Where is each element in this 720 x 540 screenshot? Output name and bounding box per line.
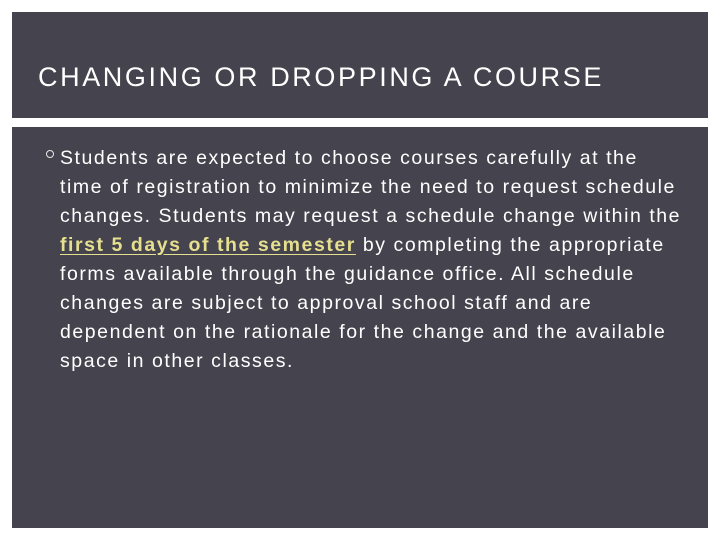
hollow-circle-bullet-icon (46, 150, 54, 158)
title-bar (12, 12, 708, 118)
highlighted-deadline: first 5 days of the semester (60, 234, 356, 256)
bullet-text-before: Students are expected to choose courses carefully at the time of registration to minimize the need to request schedule changes. Students may request a schedule change within the (60, 147, 682, 227)
content-panel (12, 127, 708, 528)
bullet-text-after: by completing the appropriate forms available through the guidance office. All schedule changes are subject to approval school staff and are dependent on the rationale for the change and the available space in other classes. (60, 234, 667, 372)
bullet-item (46, 144, 686, 376)
slide-title: CHANGING OR DROPPING A COURSE (38, 62, 604, 92)
bullet-text (46, 144, 686, 376)
